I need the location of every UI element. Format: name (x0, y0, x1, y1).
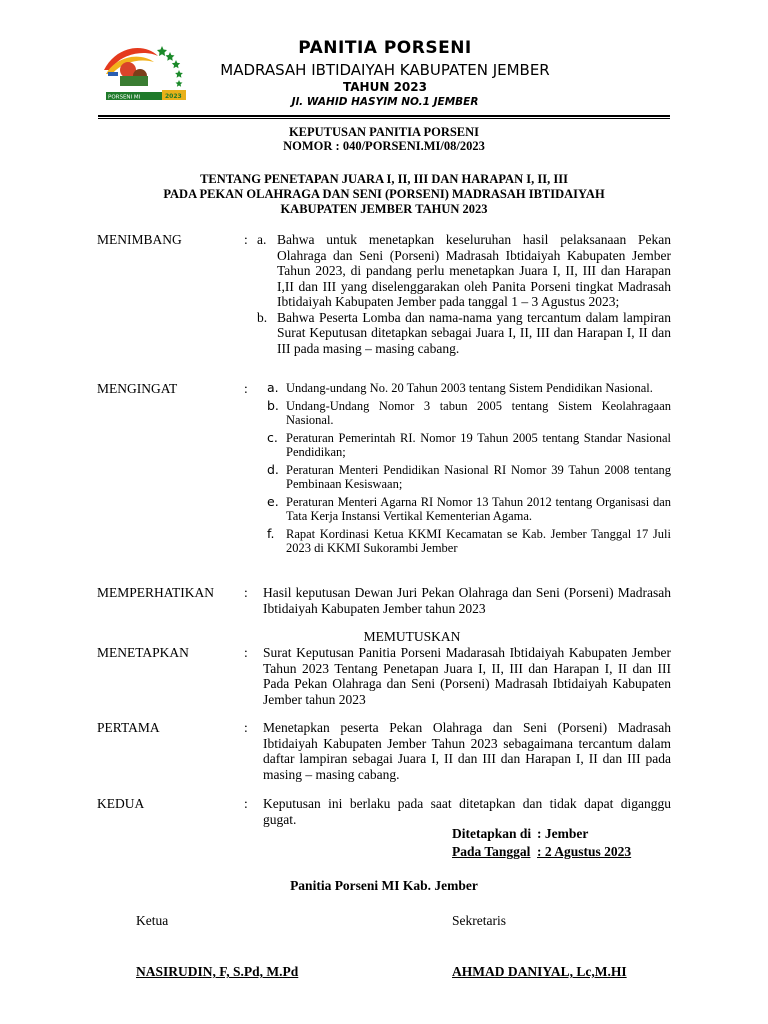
decides-heading: MEMUTUSKAN (363, 629, 461, 644)
date-value: : 2 Agustus 2023 (537, 844, 632, 859)
svg-text:PORSENI MI: PORSENI MI (108, 94, 141, 101)
list-item (257, 232, 671, 310)
list-item (257, 463, 671, 492)
section-label: MEMPERHATIKAN (97, 585, 215, 600)
item-marker: a. (267, 380, 279, 395)
section-colon: : (244, 585, 248, 600)
institution-name: MADRASAH IBTIDAIYAH KABUPATEN JEMBER (220, 61, 550, 79)
about-line-1: TENTANG PENETAPAN JUARA I, II, III DAN HARAPAN I, II, III (200, 172, 568, 186)
section-colon: : (244, 645, 248, 660)
item-marker: b. (257, 309, 268, 325)
address: Jl. WAHID HASYIM NO.1 JEMBER (291, 96, 479, 108)
item-marker: f. (267, 525, 275, 541)
section-text: Menetapkan peserta Pekan Olahraga dan Seni (Porseni) Madrasah Ibtidaiyah Kabupaten Jember Tahun 2023 sebagaimana tercantum dalam daftar lampiran sebagai Juara I, II dan III dan Harapan I, II dan III pada masing – masing cabang. (263, 720, 671, 782)
item-text: Rapat Kordinasi Ketua KKMI Kecamatan se Kab. Jember Tanggal 17 Juli 2023 di KKMI Sukorambi Jember (286, 526, 671, 555)
item-text: Peraturan Menteri Agarna RI Nomor 13 Tahun 2012 tentang Organisasi dan Tata Kerja Instansi Vertikal Kementerian Agama. (286, 494, 671, 523)
list-item (257, 381, 671, 396)
header-rule-thin (98, 118, 670, 119)
item-text: Bahwa untuk menetapkan keseluruhan hasil pelaksanaan Pekan Olahraga dan Seni (Porseni) Madrasah Ibtidaiyah Kabupaten Jember Tahun 2023, di pandang perlu menetapkan Juara I, II, III dan Harapan I,II dan III yang diselenggarakan oleh Panita Porseni tingkat Madrasah Ibtidaiyah Kabupaten Jember pada tanggal 1 – 3 Agustus 2023; (277, 232, 671, 309)
decision-heading: KEPUTUSAN PANITIA PORSENI (288, 125, 480, 139)
secretary-title: Sekretaris (452, 913, 506, 928)
chair-name: NASIRUDIN, F, S.Pd, M.Pd (136, 964, 299, 979)
item-marker: d. (267, 461, 279, 477)
section-text: Hasil keputusan Dewan Juri Pekan Olahraga dan Seni (Porseni) Madrasah Ibtidaiyah Kabupaten Jember tahun 2023 (263, 585, 671, 616)
header-rule-thick (98, 115, 670, 117)
item-text: Undang-Undang Nomor 3 tabun 2005 tentang Sistem Keolahragaan Nasional. (286, 398, 671, 427)
svg-text:2023: 2023 (165, 93, 182, 100)
committee-name: Panitia Porseni MI Kab. Jember (290, 878, 478, 893)
list-item (257, 431, 671, 460)
section-label: PERTAMA (97, 720, 160, 735)
about-line-2: PADA PEKAN OLAHRAGA DAN SENI (PORSENI) MADRASAH IBTIDAIYAH (163, 187, 605, 201)
item-marker: c. (267, 429, 278, 445)
date-label: Pada Tanggal (452, 844, 531, 859)
section-colon: : (244, 796, 248, 811)
list-item (257, 527, 671, 556)
decision-number: NOMOR : 040/PORSENI.MI/08/2023 (283, 139, 485, 153)
section-label: MENGINGAT (97, 381, 178, 396)
section-text: Keputusan ini berlaku pada saat ditetapkan dan tidak dapat diganggu gugat. (263, 796, 671, 827)
item-marker: a. (257, 232, 267, 247)
letterhead (0, 0, 768, 120)
list-item (257, 310, 671, 357)
section-label: KEDUA (97, 796, 145, 811)
item-text: Bahwa Peserta Lomba dan nama-nama yang tercantum dalam lampiran Surat Keputusan ditetapkan sebagai Juara I, II, III dan Harapan I, II dan III pada masing – masing cabang. (277, 309, 671, 356)
section-colon: : (244, 720, 248, 735)
section-colon: : (244, 381, 248, 396)
section-colon: : (244, 232, 248, 247)
secretary-name: AHMAD DANIYAL, Lc,M.HI (452, 964, 627, 979)
place-value: : Jember (537, 826, 589, 841)
item-marker: b. (267, 397, 279, 413)
item-text: Peraturan Pemerintah RI. Nomor 19 Tahun 2005 tentang Standar Nasional Pendidikan; (286, 430, 671, 459)
section-label: MENIMBANG (97, 232, 182, 247)
chair-title: Ketua (136, 913, 169, 928)
committee-title: PANITIA PORSENI (298, 38, 472, 58)
list-item (257, 399, 671, 428)
place-label: Ditetapkan di (452, 826, 532, 841)
item-text: Undang-undang No. 20 Tahun 2003 tentang Sistem Pendidikan Nasional. (286, 381, 653, 395)
section-label: MENETAPKAN (97, 645, 189, 660)
item-text: Peraturan Menteri Pendidikan Nasional RI Nomor 39 Tahun 2008 tentang Pembinaan Kesiswaan; (286, 462, 671, 491)
item-marker: e. (267, 493, 279, 509)
about-line-3: KABUPATEN JEMBER TAHUN 2023 (280, 202, 488, 216)
list-item (257, 495, 671, 524)
section-text: Surat Keputusan Panitia Porseni Madarasah Ibtidaiyah Kabupaten Jember Tahun 2023 Tentang Penetapan Juara I, II, III dan Harapan I, II dan III Pada Pekan Olahraga dan Seni (Porseni) Madrasah Ibtidaiyah Kabupaten Jember tahun 2023 (263, 645, 671, 707)
year-label: TAHUN 2023 (343, 80, 427, 94)
